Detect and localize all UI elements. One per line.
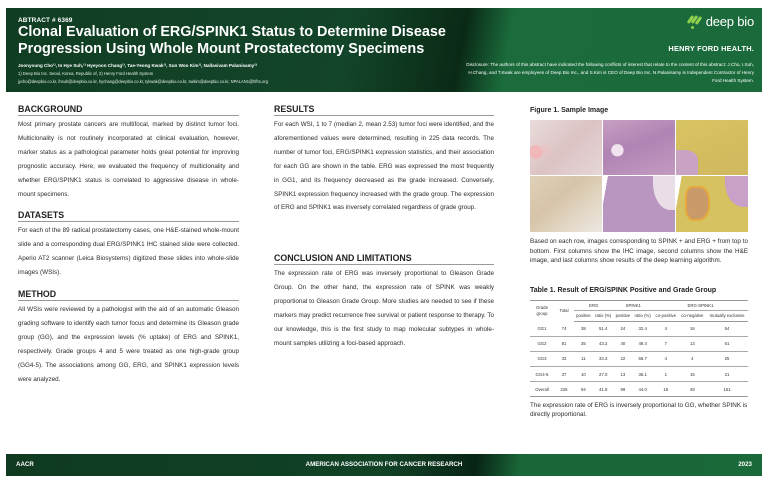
table-note: The expression rate of ERG is inversely proportional to GG, whether SPINK is directly proportional.: [530, 402, 748, 419]
cell-erg-positive: 94: [574, 382, 593, 397]
section-heading: BACKGROUND: [18, 104, 239, 116]
cell-grade: GG3: [530, 351, 554, 366]
col-header-erg-spink: ERG-SPINK1: [653, 300, 748, 311]
col-header-erg-positive: positive: [574, 311, 593, 322]
section-text: For each WSI, 1 to 7 (median 2, mean 2.53) tumor foci were identified, and the aforementioned values were determined, resulting in 225 data records. The number of tumor foci, ERG/SPINK1 expression statistics, and their association for each GG are shown in the table. ERG was expressed the most frequently in GG1, and its frequency decreased as the grade increased. Conversely, SPINK1 expression frequency increased with the grade group. The expression of ERG and SPINK1 was inversely correlated regardless of grade group.: [274, 121, 494, 212]
right-column: [530, 104, 752, 420]
cell-co-negative: 48: [679, 382, 706, 397]
cell-co-positive: 1: [653, 367, 679, 382]
ihc-spink-image: [530, 120, 602, 175]
col-header-co-negative: co-negative: [679, 311, 706, 322]
aacr-logo: AACR: [16, 461, 34, 468]
abstract-number: ABTRACT # 6369: [18, 17, 73, 24]
deepbio-logo: [687, 14, 754, 29]
section-datasets: [18, 210, 239, 280]
deepbio-mark-icon: [687, 15, 703, 29]
section-text: Most primary prostate cancers are multifocal, marked by distinct tumor foci. Multiclonality is not routinely incorporated at clinical evaluation, however, marker status as a pathological parameter holds great potential for improving prognostic accuracy. Here, we evaluated the frequency of multiclonality and whether ERG/SPINK1 status is correlated to aggressive disease in whole-mount specimens.: [18, 121, 239, 198]
cell-co-positive: 4: [653, 321, 679, 336]
cell-erg-positive: 35: [574, 336, 593, 351]
cell-co-negative: 13: [679, 336, 706, 351]
cell-erg-ratio: 41.8: [593, 382, 614, 397]
author-emails: jycho@deepbio.co.kr, ihsuh@deepbio.co.kr, hychang@deepbio.co.kr, tykwak@deepbio.co.kr, swkim@deepbio.co.kr, NPALAN1@hfhs.org: [18, 79, 268, 84]
section-conclusion: [274, 253, 494, 350]
cell-total: 225: [554, 382, 574, 397]
poster-header: [6, 8, 762, 92]
henry-ford-logo: HENRY FORD HEALTH.: [668, 44, 754, 53]
cell-grade: GG4-5: [530, 367, 554, 382]
cell-mutually-exclusive: 25: [706, 351, 748, 366]
cell-spink-ratio: 49.4: [632, 336, 653, 351]
cell-erg-ratio: 43.2: [593, 336, 614, 351]
cell-spink-ratio: 35.1: [632, 367, 653, 382]
cell-co-positive: 4: [653, 351, 679, 366]
col-header-total: Total: [554, 300, 574, 321]
poster-title: Clonal Evaluation of ERG/SPINK1 Status to Determine Disease Progression Using Whole Mount Prostatectomy Specimens: [18, 24, 446, 57]
figure-caption: Based on each row, images corresponding to SPINK + and ERG + from top to bottom. First columns show the IHC image, second columns show the H&E image, and last columns show results of the deep learning algorithm.: [530, 238, 748, 264]
cell-total: 81: [554, 336, 574, 351]
cell-spink-positive: 24: [614, 321, 633, 336]
ihc-erg-image: [530, 176, 602, 232]
table-row: [530, 382, 748, 397]
disclosure-text: Disclosure: The authors of this abstract have indicated the following conflicts of interest that relate to the content of this abstract: J.Cho, I.Suh, H.Chang, and T.Kwak are employees of Deep Bio Inc., and S.Kim is CEO of Deep Bio Inc. N.Palanisamy is Independent Contractor of Henry Ford Health System.: [466, 62, 754, 83]
section-text: All WSIs were reviewed by a pathologist with the aid of an automatic Gleason grading software to identify each tumor focus and determine its Gleason grade group (GG), and the expression levels (% uptake) of ERG and SPINK1, respectively. Grade groups 4 and 5 were treated as one high-grade group (GG4-5). The associations among GG, ERG, and SPINK1 expression levels were analyzed.: [18, 306, 239, 383]
cell-grade: Overall: [530, 382, 554, 397]
cell-erg-ratio: 33.3: [593, 351, 614, 366]
deep-learning-erg-image: [676, 176, 748, 232]
footer-organization: AMERICAN ASSOCIATION FOR CANCER RESEARCH: [305, 461, 463, 468]
section-heading: METHOD: [18, 289, 239, 301]
figure-title: Figure 1. Sample Image: [530, 107, 609, 114]
section-text: The expression rate of ERG was inversely proportional to Gleason Grade Group. On the other hand, the expression rate of SPINK was weakly proportional to Gleason Grade Group. More studies are needed to see if these markers may predict recurrence free survival or patient response to therapy. To our knowledge, this is the first study to map molecular subtypes in whole-mount samples utilizing a foci-based approach.: [274, 270, 494, 347]
cell-mutually-exclusive: 61: [706, 336, 748, 351]
cell-erg-positive: 38: [574, 321, 593, 336]
deepbio-wordmark: deep bio: [705, 14, 754, 29]
section-text: For each of the 89 radical prostatectomy cases, one H&E-stained whole-mount slide and a corresponding dual ERG/SPINK1 IHC stained slide were collected. Aperio AT2 scanner (Leica Biosystems) digitized these slides into whole-slide images (WSIs).: [18, 227, 239, 277]
section-heading: CONCLUSION AND LIMITATIONS: [274, 253, 494, 265]
table-row: [530, 367, 748, 382]
cell-erg-ratio: 51.4: [593, 321, 614, 336]
cell-erg-positive: 10: [574, 367, 593, 382]
table-row: [530, 336, 748, 351]
col-header-grade: Grade group: [530, 300, 554, 321]
deep-learning-spink-image: [676, 120, 748, 175]
cell-mutually-exclusive: 54: [706, 321, 748, 336]
section-heading: DATASETS: [18, 210, 239, 222]
he-erg-image: [603, 176, 675, 232]
col-header-erg-ratio: ratio (%): [593, 311, 614, 322]
cell-erg-positive: 11: [574, 351, 593, 366]
cell-co-positive: 7: [653, 336, 679, 351]
cell-co-positive: 16: [653, 382, 679, 397]
cell-spink-ratio: 32.4: [632, 321, 653, 336]
col-header-mutually-exclusive: mutually exclusive: [706, 311, 748, 322]
cell-mutually-exclusive: 161: [706, 382, 748, 397]
results-table: [530, 300, 748, 398]
he-spink-image: [603, 120, 675, 175]
affiliations: 1) Deep Bio Inc. Seoul, Korea, Republic of, 2) Henry Ford Health System: [18, 71, 154, 76]
section-background: [18, 104, 239, 201]
col-header-spink-ratio: ratio (%): [632, 311, 653, 322]
section-results: [274, 104, 494, 215]
cell-spink-positive: 40: [614, 336, 633, 351]
cell-mutually-exclusive: 21: [706, 367, 748, 382]
cell-erg-ratio: 27.0: [593, 367, 614, 382]
col-header-spink-positive: positive: [614, 311, 633, 322]
poster-footer: [6, 454, 762, 476]
cell-total: 74: [554, 321, 574, 336]
cell-co-negative: 4: [679, 351, 706, 366]
table-row: [530, 321, 748, 336]
cell-co-negative: 15: [679, 367, 706, 382]
cell-co-negative: 16: [679, 321, 706, 336]
left-column: [18, 104, 239, 396]
cell-spink-positive: 13: [614, 367, 633, 382]
section-heading: RESULTS: [274, 104, 494, 116]
author-list: Joonyoung Cho¹⁾, In Hye Suh,¹⁾ Hyeyoon Chang¹⁾, Tae-Yeong Kwak¹⁾, Sun Woo Kim¹⁾, Nallasivam Palanisamy²⁾: [18, 63, 257, 68]
middle-column: [274, 104, 494, 360]
cell-spink-positive: 99: [614, 382, 633, 397]
col-header-erg: ERG: [574, 300, 614, 311]
section-method: [18, 289, 239, 386]
cell-spink-ratio: 44.0: [632, 382, 653, 397]
cell-total: 37: [554, 367, 574, 382]
col-header-spink: SPINK1: [614, 300, 654, 311]
col-header-co-positive: co-positive: [653, 311, 679, 322]
cell-spink-positive: 22: [614, 351, 633, 366]
table-title: Table 1. Result of ERG/SPINK Positive and Grade Group: [530, 286, 717, 294]
cell-grade: GG1: [530, 321, 554, 336]
cell-spink-ratio: 66.7: [632, 351, 653, 366]
sample-image-grid: [530, 120, 748, 232]
cell-total: 33: [554, 351, 574, 366]
table-row: [530, 351, 748, 366]
cell-grade: GG2: [530, 336, 554, 351]
footer-year: 2023: [738, 461, 752, 468]
